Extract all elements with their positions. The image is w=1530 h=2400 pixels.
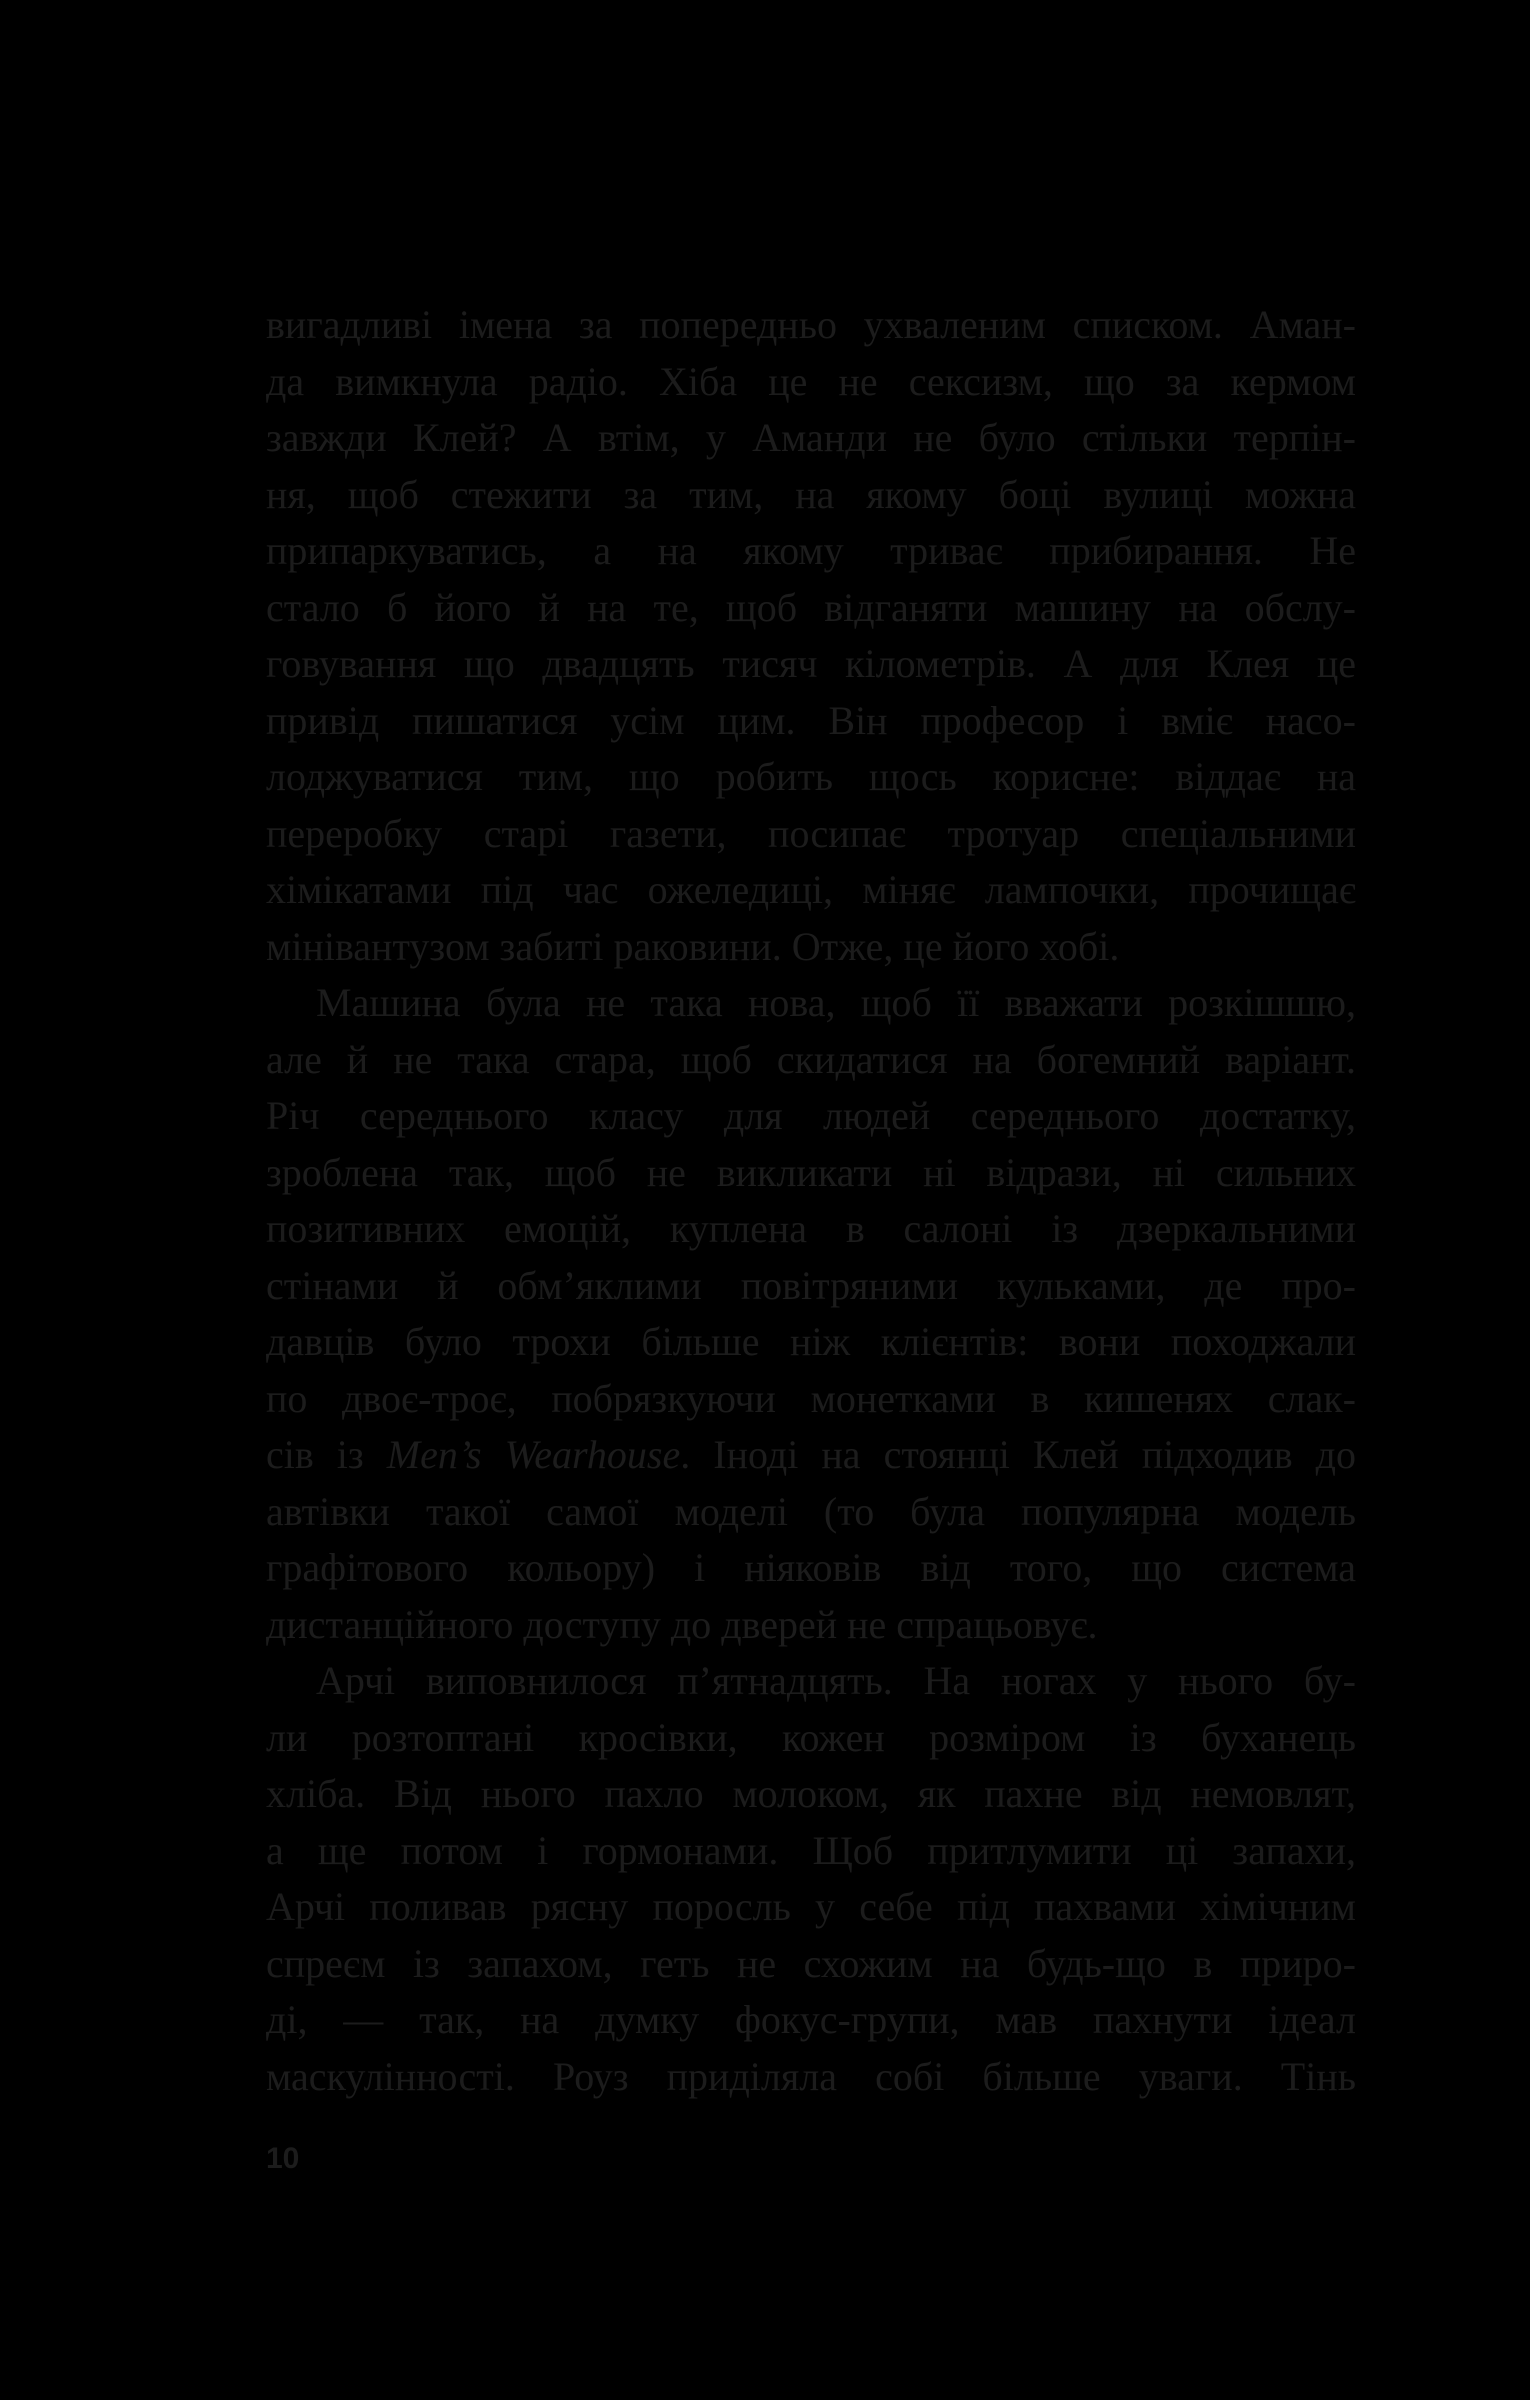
line-suffix: . Іноді на стоянці Клей підходив до bbox=[680, 1432, 1357, 1477]
text-line: графітового кольору) і ніяковів від того, що система bbox=[266, 1545, 1356, 1590]
paragraph-last-line: дистанційного доступу до дверей не спрацьовує. bbox=[266, 1601, 1098, 1647]
paragraph-last-line: мінівантузом забиті раковини. Отже, це його хобі. bbox=[266, 923, 1120, 969]
paragraph-first-line: Арчі виповнилося п’ятнадцять. На ногах у нього бу- bbox=[316, 1658, 1356, 1703]
text-line: переробку старі газети, посипає тротуар спеціальними bbox=[266, 810, 1356, 856]
text-line: зроблена так, щоб не викликати ні відрази, ні сильних bbox=[266, 1149, 1356, 1195]
text-line-with-italic bbox=[266, 1427, 1356, 1484]
text-line: ли розтоптані кросівки, кожен розміром із буханець bbox=[266, 1714, 1356, 1760]
italic-brand-name: Men’s Wearhouse bbox=[386, 1432, 681, 1477]
text-line: ді, — так, на думку фокус-групи, мав пахнути ідеал bbox=[266, 1997, 1356, 2042]
paragraph-first-line: Машина була не така нова, щоб її вважати розкішшю, bbox=[316, 980, 1356, 1025]
text-line: стало б його й на те, щоб відганяти машину на обслу- bbox=[266, 584, 1356, 630]
text-line: а ще потом і гормонами. Щоб притлумити ці запахи, bbox=[266, 1827, 1356, 1873]
text-line: маскулінності. Роуз приділяла собі більше уваги. Тінь bbox=[266, 2053, 1356, 2099]
text-line: завжди Клей? А втім, у Аманди не було стільки терпін- bbox=[266, 415, 1356, 460]
line-prefix: сів із bbox=[266, 1432, 387, 1477]
text-line: говування що двадцять тисяч кілометрів. А для Клея це bbox=[266, 641, 1356, 686]
text-line: припаркуватись, а на якому триває прибирання. Не bbox=[266, 528, 1356, 573]
text-line: давців було трохи більше ніж клієнтів: вони походжали bbox=[266, 1319, 1356, 1364]
text-line: спреєм із запахом, геть не схожим на будь-що в приро- bbox=[266, 1940, 1356, 1986]
page-number: 10 bbox=[266, 2142, 300, 2175]
text-line: Арчі поливав рясну поросль у себе під пахвами хімічним bbox=[266, 1884, 1356, 1929]
text-line: Річ середнього класу для людей середнього достатку, bbox=[266, 1093, 1356, 1138]
text-line: хліба. Від нього пахло молоком, як пахне від немовлят, bbox=[266, 1771, 1356, 1816]
text-line: хімікатами під час ожеледиці, міняє лампочки, прочищає bbox=[266, 867, 1356, 912]
text-line: стінами й обм’яклими повітряними кульками, де про- bbox=[266, 1262, 1356, 1308]
text-line: лоджуватися тим, що робить щось корисне: віддає на bbox=[266, 754, 1356, 799]
text-line: автівки такої самої моделі (то була популярна модель bbox=[266, 1488, 1356, 1534]
body-text bbox=[266, 297, 1356, 2105]
text-line: вигадливі імена за попередньо ухваленим списком. Аман- bbox=[266, 302, 1356, 347]
text-line: але й не така стара, щоб скидатися на богемний варіант. bbox=[266, 1036, 1356, 1082]
text-line: да вимкнула радіо. Хіба це не сексизм, що за кермом bbox=[266, 358, 1356, 404]
text-line: по двоє-троє, побрязкуючи монетками в кишенях слак- bbox=[266, 1375, 1356, 1421]
text-line: позитивних емоцій, куплена в салоні із дзеркальними bbox=[266, 1206, 1356, 1251]
text-line: ня, щоб стежити за тим, на якому боці вулиці можна bbox=[266, 471, 1356, 517]
text-line: привід пишатися усім цим. Він професор і вміє насо- bbox=[266, 697, 1356, 743]
